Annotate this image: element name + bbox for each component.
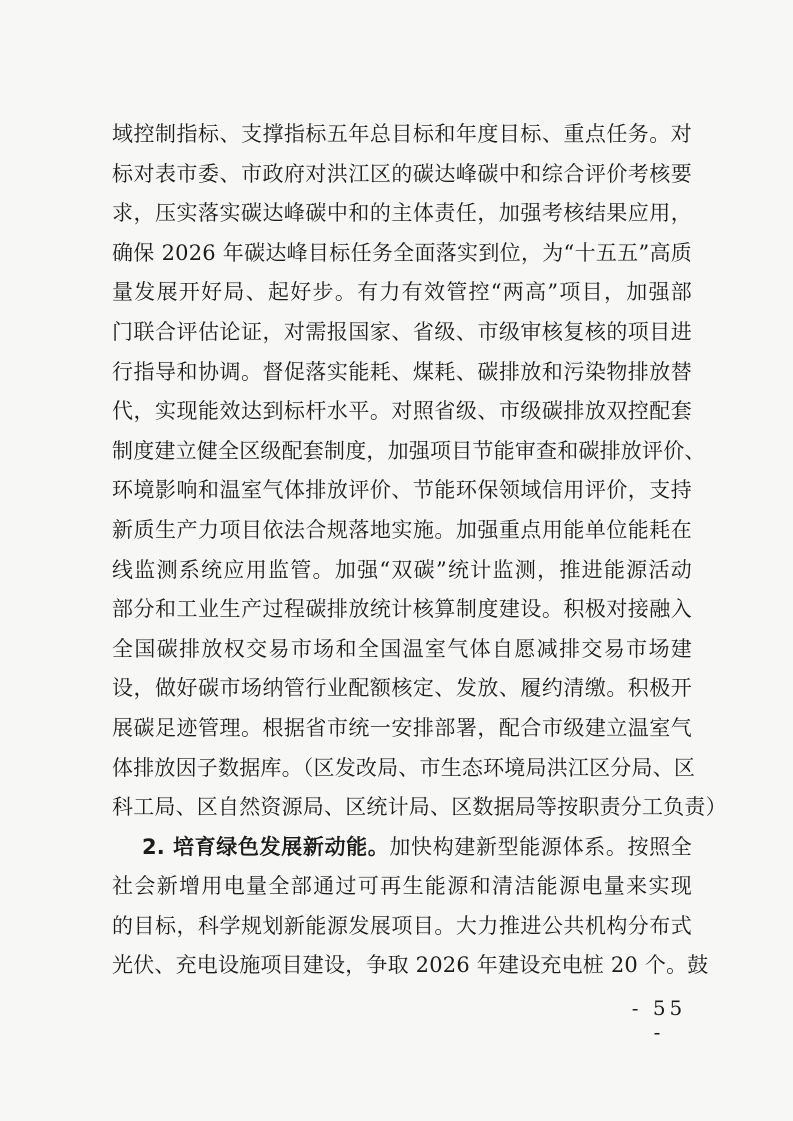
text-line: 行指导和协调。督促落实能耗、煤耗、碳排放和污染物排放替 xyxy=(112,359,692,384)
text-line: 展碳足迹管理。根据省市统一安排部署，配合市级建立温室气 xyxy=(112,715,692,740)
text-line: 制度建立健全区级配套制度，加强项目节能审查和碳排放评价、 xyxy=(112,438,706,463)
text-line: 量发展开好局、起好步。有力有效管控“两高”项目，加强部 xyxy=(112,280,692,305)
text-line: 代，实现能效达到标杆水平。对照省级、市级碳排放双控配套 xyxy=(112,399,692,424)
text-line: 社会新增用电量全部通过可再生能源和清洁能源电量来实现 xyxy=(112,874,692,899)
section-2-heading: 2. 培育绿色发展新动能。 xyxy=(142,834,390,859)
text-line: 新质生产力项目依法合规落地实施。加强重点用能单位能耗在 xyxy=(112,517,692,542)
body-text xyxy=(112,115,727,986)
text-line: 确保 2026 年碳达峰目标任务全面落实到位，为“十五五”高质 xyxy=(112,240,692,265)
text-line: 环境影响和温室气体排放评价、节能环保领域信用评价，支持 xyxy=(112,478,692,503)
text-line: 部分和工业生产过程碳排放统计核算制度建设。积极对接融入 xyxy=(112,597,692,622)
text-line: 的目标，科学规划新能源发展项目。大力推进公共机构分布式 xyxy=(112,913,692,938)
text-line: 域控制指标、支撑指标五年总目标和年度目标、重点任务。对 xyxy=(112,122,692,146)
section-2-first-line xyxy=(112,828,692,868)
text-line: 设，做好碳市场纳管行业配额核定、发放、履约清缴。积极开 xyxy=(112,676,692,701)
text-line: 科工局、区自然资源局、区统计局、区数据局等按职责分工负责） xyxy=(112,795,727,820)
text-line: 线监测系统应用监管。加强“双碳”统计监测，推进能源活动 xyxy=(112,557,692,582)
text-line: 光伏、充电设施项目建设，争取 2026 年建设充电桩 20 个。鼓 xyxy=(112,953,709,978)
text-line: 标对表市委、市政府对洪江区的碳达峰碳中和综合评价考核要 xyxy=(112,161,692,186)
text-line: 全国碳排放权交易市场和全国温室气体自愿减排交易市场建 xyxy=(112,636,692,661)
page-number: - 55 - xyxy=(631,996,687,1044)
text-line: 门联合评估论证，对需报国家、省级、市级审核复核的项目进 xyxy=(112,319,692,344)
section-2-first-line-text: 加快构建新型能源体系。按照全 xyxy=(389,834,692,859)
text-line: 求，压实落实碳达峰碳中和的主体责任，加强考核结果应用， xyxy=(112,201,692,226)
text-line: 体排放因子数据库。（区发改局、市生态环境局洪江区分局、区 xyxy=(112,755,696,780)
